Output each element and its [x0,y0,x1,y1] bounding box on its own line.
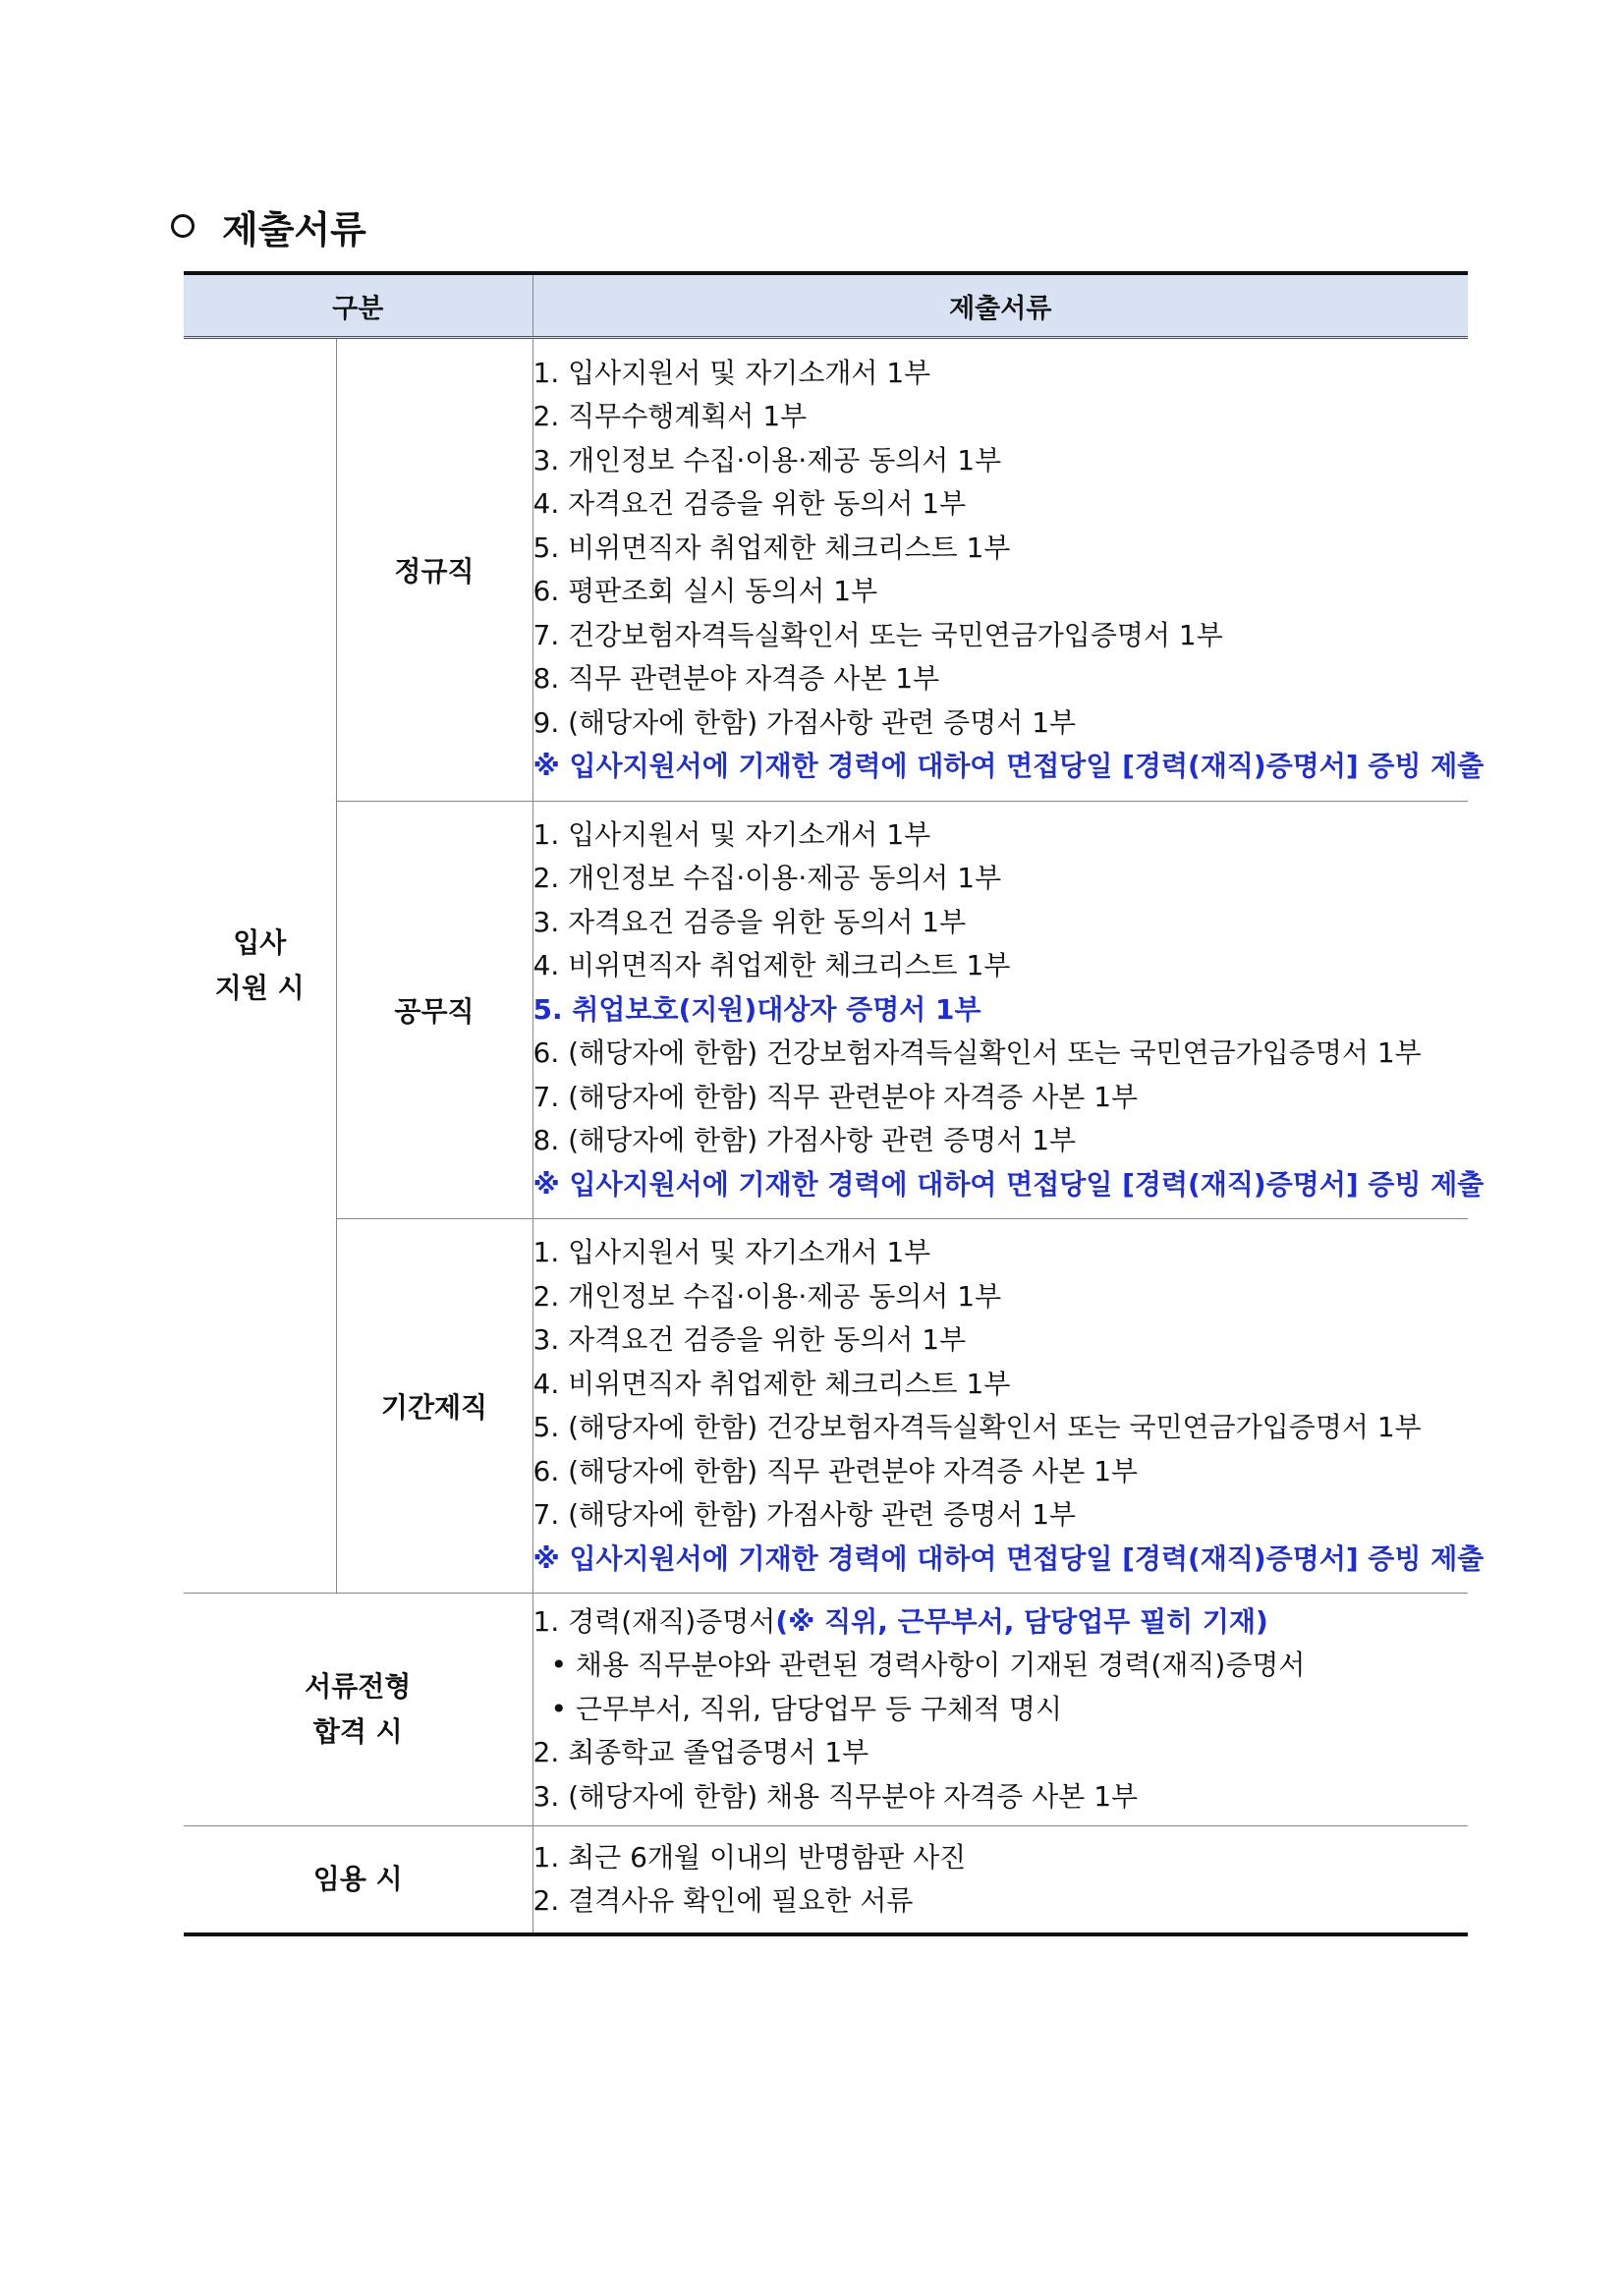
circle-bullet-icon [171,214,195,238]
list-item: 2. 개인정보 수집·이용·제공 동의서 1부 [532,862,1002,895]
table-row [184,1594,1468,1826]
bullet-item: • 근무부서, 직위, 담당업무 등 구체적 명시 [550,1692,1063,1725]
table-row [184,338,1468,802]
list-item: 3. 개인정보 수집·이용·제공 동의서 1부 [532,443,1002,476]
table-row [184,1826,1468,1935]
table-row [184,1219,1468,1594]
highlight-item: 5. 취업보호(지원)대상자 증명서 1부 [532,992,981,1026]
list-item: 1. 최근 6개월 이내의 반명함판 사진 [532,1840,967,1874]
sub-public: 공무직 [336,802,532,1219]
list-item: 1. 입사지원서 및 자기소개서 1부 [532,356,931,389]
group-screening-label-line1: 서류전형 [305,1670,412,1703]
table-header-row [184,273,1468,338]
heading-text: 제출서류 [222,207,366,252]
docs-public [532,802,1484,1219]
list-item: 2. 최종학교 졸업증명서 1부 [532,1736,869,1769]
sub-regular: 정규직 [336,338,532,802]
bullet-item: • 채용 직무분야와 관련된 경력사항이 기재된 경력(재직)증명서 [550,1649,1306,1682]
list-item: 8. (해당자에 한함) 가점사항 관련 증명서 1부 [532,1124,1077,1157]
list-item: 4. 비위면직자 취업제한 체크리스트 1부 [532,1367,1011,1400]
sub-fixed-term: 기간제직 [336,1219,532,1594]
list-item: 3. (해당자에 한함) 채용 직무분야 자격증 사본 1부 [532,1779,1139,1813]
note-item: ※ 입사지원서에 기재한 경력에 대하여 면접당일 [경력(재직)증명서] 증빙 제출 [532,750,1484,782]
list-item: 4. 자격요건 검증을 위한 동의서 1부 [532,487,967,520]
list-item: 2. 개인정보 수집·이용·제공 동의서 1부 [532,1279,1002,1313]
list-item: 7. (해당자에 한함) 가점사항 관련 증명서 1부 [532,1498,1077,1531]
list-item: 7. 건강보험자격득실확인서 또는 국민연금가입증명서 1부 [532,618,1223,651]
group-appointment: 임용 시 [184,1826,532,1935]
highlight-text: (※ 직위, 근무부서, 담당업무 필히 기재) [775,1604,1268,1638]
list-item [533,1600,1469,1645]
list-item: 2. 직무수행계획서 1부 [532,400,808,432]
group-apply-label-line2: 지원 시 [214,972,305,1004]
list-item: 7. (해당자에 한함) 직무 관련분야 자격증 사본 1부 [532,1080,1139,1113]
group-screening-label-line2: 합격 시 [312,1715,403,1748]
list-item: 2. 결격사유 확인에 필요한 서류 [532,1884,914,1917]
list-item: 5. 비위면직자 취업제한 체크리스트 1부 [532,531,1011,564]
header-documents: 제출서류 [532,273,1468,338]
list-item: 6. (해당자에 한함) 직무 관련분야 자격증 사본 1부 [532,1454,1139,1487]
docs-appointment [532,1826,1468,1935]
list-item: 3. 자격요건 검증을 위한 동의서 1부 [532,1323,967,1356]
list-item: 1. 입사지원서 및 자기소개서 1부 [532,1236,931,1268]
documents-table [184,271,1484,1936]
list-item: 9. (해당자에 한함) 가점사항 관련 증명서 1부 [532,705,1077,739]
page-heading [171,196,366,255]
list-item: 6. 평판조회 실시 동의서 1부 [532,575,878,607]
table-row [184,802,1468,1219]
item-text: 1. 경력(재직)증명서 [532,1604,776,1638]
list-item: 5. (해당자에 한함) 건강보험자격득실확인서 또는 국민연금가입증명서 1부 [532,1411,1422,1443]
group-apply-label-line1: 입사 [233,926,287,959]
list-item: 3. 자격요건 검증을 위한 동의서 1부 [532,905,967,938]
list-item: 4. 비위면직자 취업제한 체크리스트 1부 [532,949,1011,982]
note-item: ※ 입사지원서에 기재한 경력에 대하여 면접당일 [경력(재직)증명서] 증빙 제출 [532,1167,1484,1201]
note-item: ※ 입사지원서에 기재한 경력에 대하여 면접당일 [경력(재직)증명서] 증빙 제출 [532,1541,1484,1575]
list-item: 6. (해당자에 한함) 건강보험자격득실확인서 또는 국민연금가입증명서 1부 [532,1036,1422,1070]
header-category: 구분 [184,273,532,338]
list-item: 1. 입사지원서 및 자기소개서 1부 [532,817,931,851]
group-apply [184,338,336,1594]
docs-screening [532,1594,1468,1826]
docs-fixed-term [532,1219,1484,1594]
list-item: 8. 직무 관련분야 자격증 사본 1부 [532,662,940,695]
docs-regular [532,338,1484,802]
group-screening [184,1594,532,1826]
